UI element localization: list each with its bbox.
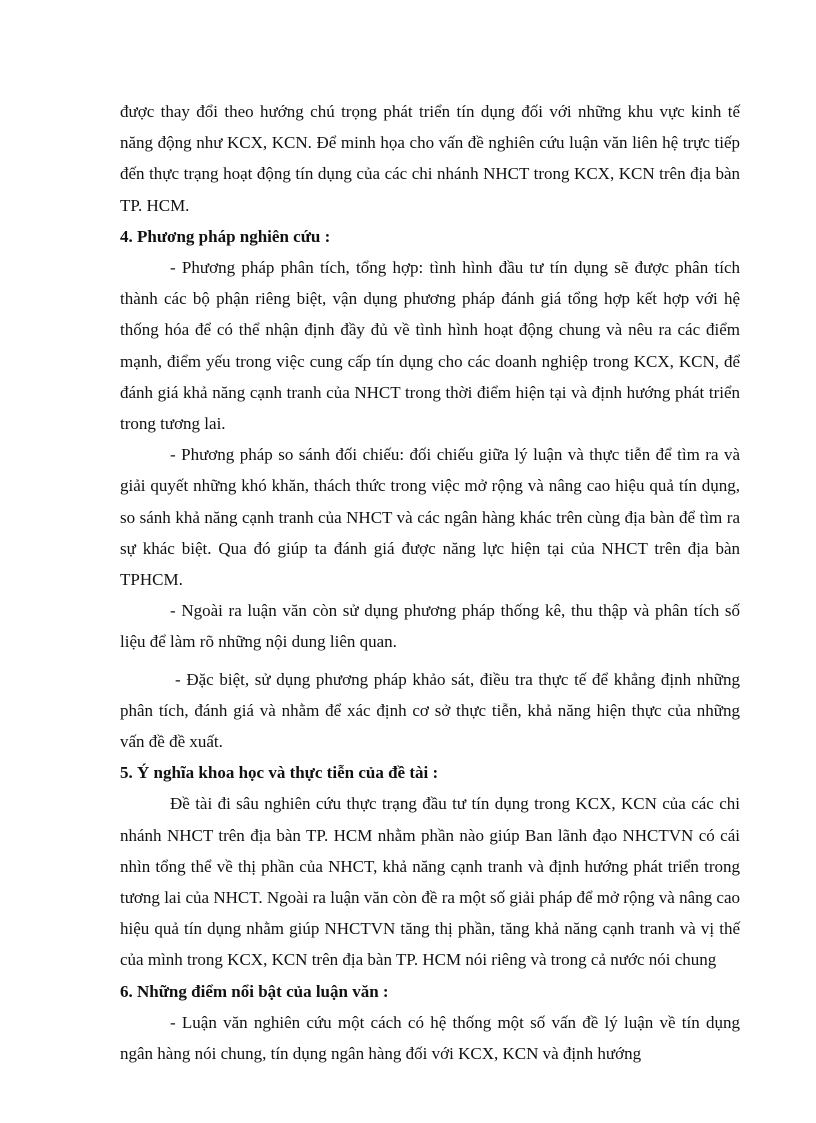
paragraph-intro-continued: được thay đổi theo hướng chú trọng phát triển tín dụng đối với những khu vực kinh tế năng động như KCX, KCN. Để minh họa cho vấn đề nghiên cứu luận văn liên hệ trực tiếp đến thực trạng hoạt động tín dụng của các chi nhánh NHCT trong KCX, KCN trên địa bàn TP. HCM. <box>120 102 740 215</box>
section-heading-4: 4. Phương pháp nghiên cứu : <box>120 226 331 246</box>
section-heading-5: 5. Ý nghĩa khoa học và thực tiễn của đề tài : <box>120 763 439 783</box>
paragraph-method-statistics: - Ngoài ra luận văn còn sử dụng phương pháp thống kê, thu thập và phân tích số liệu để làm rõ những nội dung liên quan. <box>120 601 740 652</box>
paragraph-method-comparison: - Phương pháp so sánh đối chiếu: đối chiếu giữa lý luận và thực tiễn để tìm ra và giải quyết những khó khăn, thách thức trong việc mở rộng và nâng cao hiệu quả tín dụng, so sánh khả năng cạnh tranh của NHCT và các ngân hàng khác trên cùng địa bàn để tìm ra sự khác biệt. Qua đó giúp ta đánh giá được năng lực hiện tại của NHCT trên địa bàn TPHCM. <box>120 445 740 590</box>
document-page <box>120 96 740 1069</box>
paragraph-method-analysis: - Phương pháp phân tích, tổng hợp: tình hình đầu tư tín dụng sẽ được phân tích thành các bộ phận riêng biệt, vận dụng phương pháp đánh giá tổng hợp kết hợp với hệ thống hóa để có thể nhận định đầy đủ về tình hình hoạt động chung và nêu ra các điểm mạnh, điểm yếu trong việc cung cấp tín dụng cho các doanh nghiệp trong KCX, KCN, để đánh giá khả năng cạnh tranh của NHCT trong thời điểm hiện tại và định hướng phát triển trong tương lai. <box>120 258 740 434</box>
paragraph-method-survey: - Đặc biệt, sử dụng phương pháp khảo sát, điều tra thực tế để khẳng định những phân tích, đánh giá và nhằm để xác định cơ sở thực tiễn, khả năng hiện thực của những vấn đề đề xuất. <box>120 669 740 752</box>
paragraph-significance: Đề tài đi sâu nghiên cứu thực trạng đầu tư tín dụng trong KCX, KCN của các chi nhánh NHCT trên địa bàn TP. HCM nhằm phần nào giúp Ban lãnh đạo NHCTVN có cái nhìn tổng thể về thị phần của NHCT, khả năng cạnh tranh và định hướng phát triển trong tương lai của NHCT. Ngoài ra luận văn còn đề ra một số giải pháp để mở rộng và nâng cao hiệu quả tín dụng nhằm giúp NHCTVN tăng thị phần, tăng khả năng cạnh tranh và vị thế của mình trong KCX, KCN trên địa bàn TP. HCM nói riêng và trong cả nước nói chung <box>120 794 740 970</box>
paragraph-highlights: - Luận văn nghiên cứu một cách có hệ thống một số vấn đề lý luận về tín dụng ngân hàng nói chung, tín dụng ngân hàng đối với KCX, KCN và định hướng <box>120 1012 740 1064</box>
section-heading-6: 6. Những điểm nổi bật của luận văn : <box>120 981 389 1001</box>
